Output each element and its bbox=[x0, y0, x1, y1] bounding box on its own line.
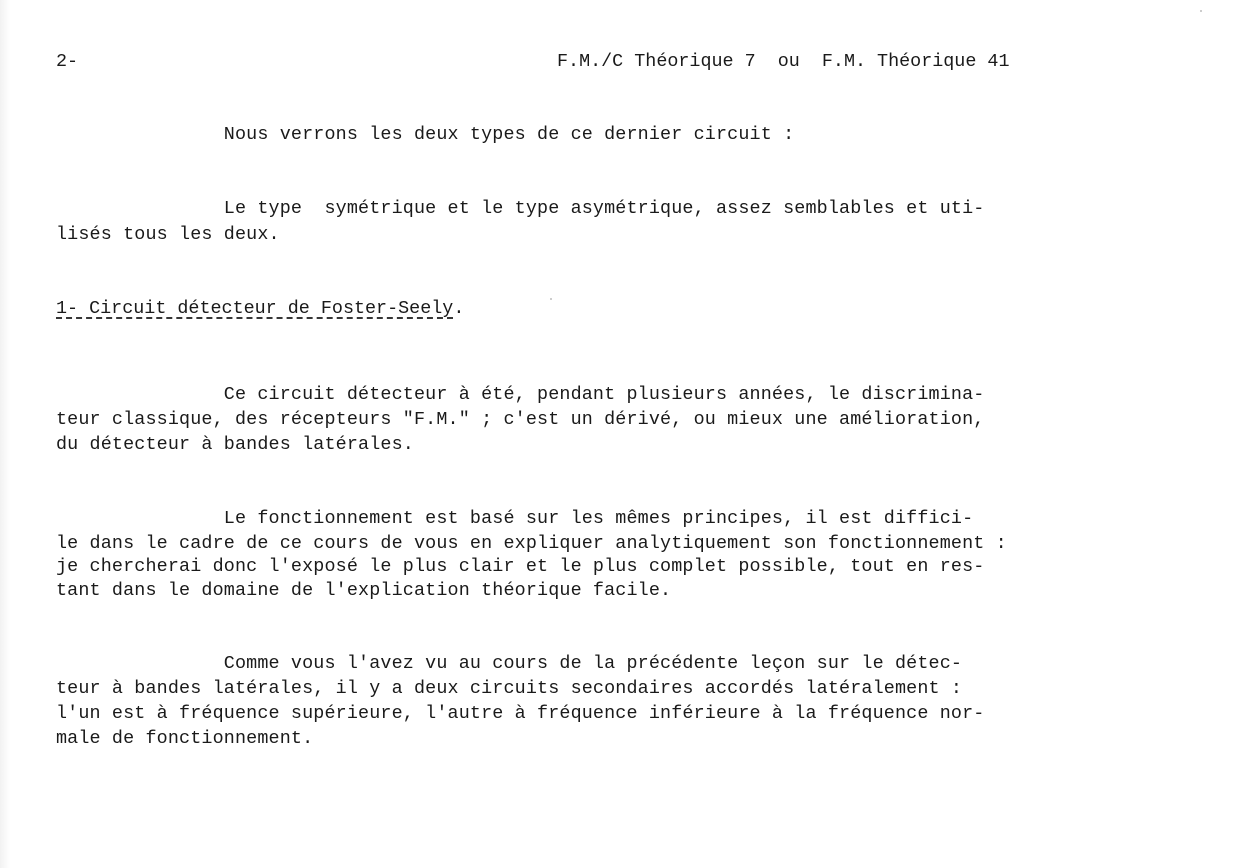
scan-edge-shadow bbox=[0, 0, 10, 868]
intro-line-3: lisés tous les deux. bbox=[56, 224, 280, 245]
paragraph-2-line-4: tant dans le domaine de l'explication théorique facile. bbox=[56, 580, 672, 601]
paragraph-2-line-2: le dans le cadre de ce cours de vous en expliquer analytiquement son fonctionnement : bbox=[56, 533, 1007, 554]
section-heading-text: 1- Circuit détecteur de Foster-Seely bbox=[56, 298, 454, 319]
course-reference: F.M./C Théorique 7 ou F.M. Théorique 41 bbox=[557, 51, 1010, 72]
scan-speck bbox=[550, 298, 552, 300]
section-heading-period: . bbox=[453, 298, 465, 319]
paragraph-3-line-4: male de fonctionnement. bbox=[56, 728, 314, 749]
intro-line-1: Nous verrons les deux types de ce dernier circuit : bbox=[56, 124, 795, 145]
scan-speck bbox=[1200, 10, 1202, 12]
paragraph-2-line-3: je chercherai donc l'exposé le plus clair et le plus complet possible, tout en res- bbox=[56, 556, 985, 577]
paragraph-3-line-3: l'un est à fréquence supérieure, l'autre à fréquence inférieure à la fréquence nor- bbox=[56, 703, 985, 724]
paragraph-3-line-2: teur à bandes latérales, il y a deux circuits secondaires accordés latéralement : bbox=[56, 678, 963, 699]
paragraph-3-line-1: Comme vous l'avez vu au cours de la précédente leçon sur le détec- bbox=[56, 653, 963, 674]
paragraph-1-line-1: Ce circuit détecteur à été, pendant plusieurs années, le discrimina- bbox=[56, 384, 985, 405]
section-heading bbox=[56, 297, 464, 321]
paragraph-1-line-2: teur classique, des récepteurs "F.M." ; c'est un dérivé, ou mieux une amélioration, bbox=[56, 409, 985, 430]
intro-line-2: Le type symétrique et le type asymétrique, assez semblables et uti- bbox=[56, 198, 985, 219]
paragraph-2-line-1: Le fonctionnement est basé sur les mêmes principes, il est diffici- bbox=[56, 508, 974, 529]
page-number: 2- bbox=[56, 51, 79, 72]
paragraph-1-line-3: du détecteur à bandes latérales. bbox=[56, 434, 414, 455]
